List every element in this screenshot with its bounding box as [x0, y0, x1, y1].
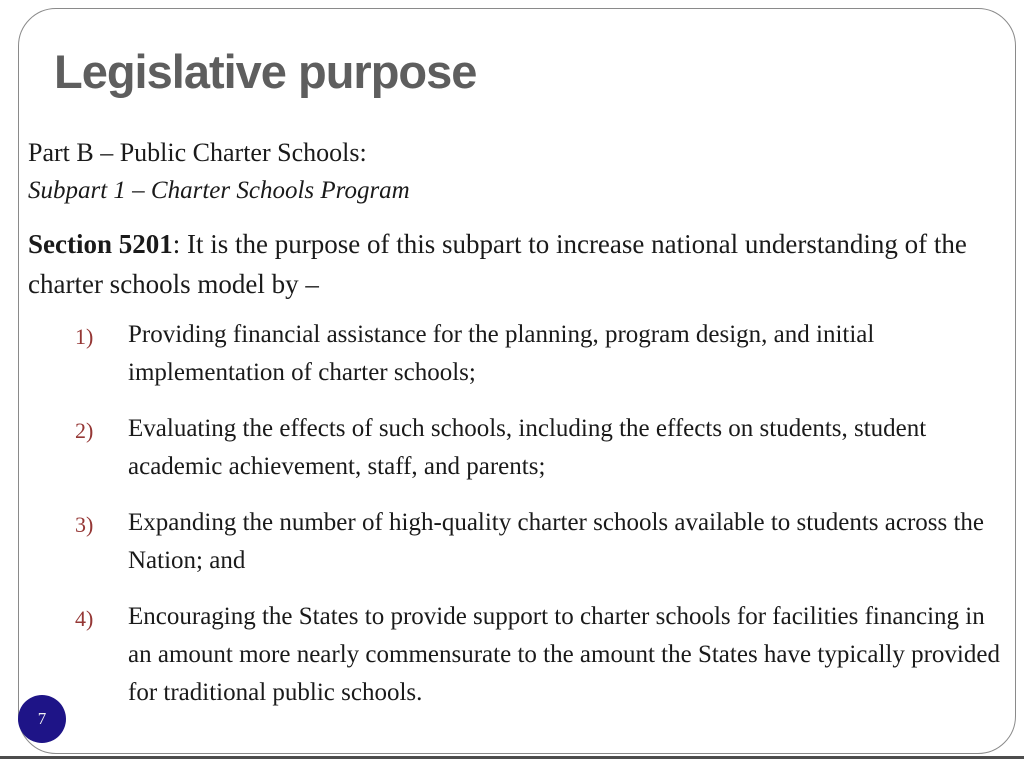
page-number: 7 — [37, 709, 47, 728]
list-item-text: Providing financial assistance for the planning, program design, and initial implementation of charter schools; — [128, 321, 875, 386]
list-item-text: Expanding the number of high-quality charter schools available to students across the Nation; and — [128, 509, 985, 574]
intro-block — [28, 134, 988, 210]
section-text: : It is the purpose of this subpart to increase national understanding of the charter schools model by – — [28, 229, 967, 299]
bottom-rule-divider — [0, 756, 1024, 759]
intro-part-line: Part B – Public Charter Schools: — [28, 138, 367, 167]
numbered-list — [75, 316, 1005, 730]
list-item-number: 1) — [75, 324, 94, 349]
list-item-number: 2) — [75, 418, 94, 443]
page-number-badge — [18, 695, 66, 743]
list-item — [75, 598, 1005, 712]
list-item-number: 4) — [75, 606, 94, 631]
list-item-text: Encouraging the States to provide support to charter schools for facilities financing in an amount more nearly commensurate to the amount the States have typically provided for traditional public schools. — [128, 603, 1000, 706]
list-item-text: Evaluating the effects of such schools, including the effects on students, student academic achievement, staff, and parents; — [128, 415, 927, 480]
list-item-number: 3) — [75, 512, 94, 537]
list-item — [75, 316, 1005, 392]
slide-title: Legislative purpose — [54, 45, 477, 98]
section-paragraph — [28, 224, 1006, 304]
list-item — [75, 410, 1005, 486]
list-item — [75, 504, 1005, 580]
section-label: Section 5201 — [28, 229, 173, 259]
intro-subpart-line: Subpart 1 – Charter Schools Program — [28, 177, 410, 204]
